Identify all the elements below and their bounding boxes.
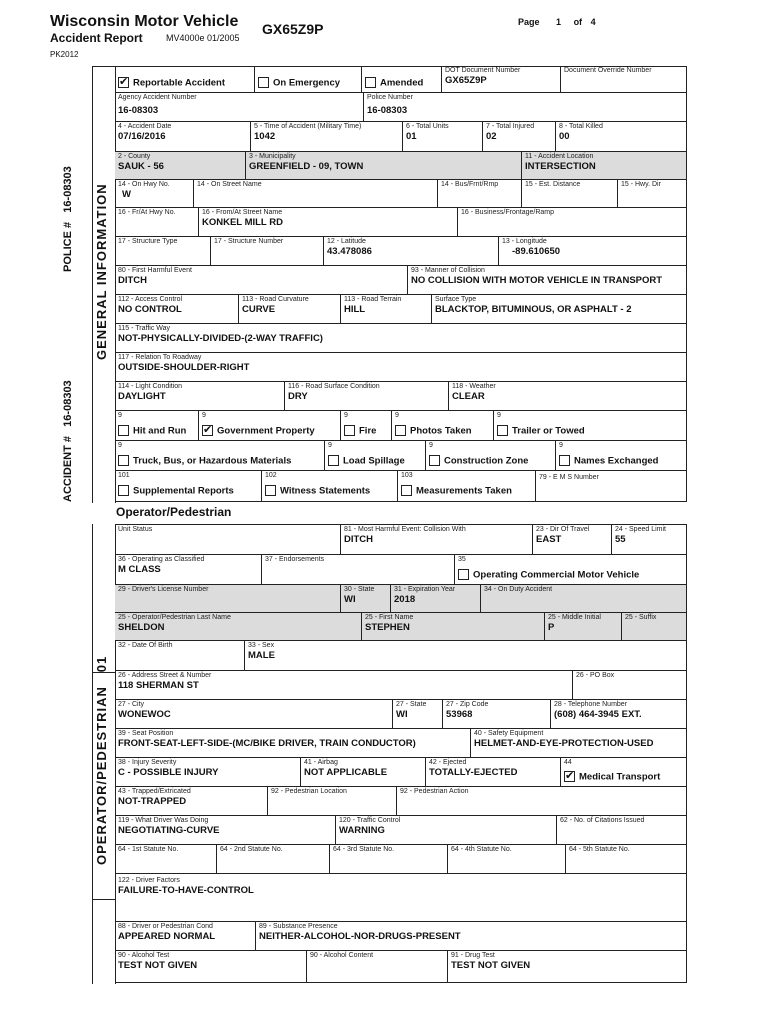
operator-label: OPERATOR/PEDESTRIAN (94, 686, 109, 865)
accident-number-vertical (62, 380, 74, 502)
road-terrain-value: HILL (344, 304, 366, 315)
airbag-value: NOT APPLICABLE (304, 767, 388, 778)
operating-class-cell (115, 555, 262, 585)
government-property-label: Government Property (217, 425, 315, 437)
supplemental-reports-cell (115, 471, 262, 502)
most-harmful-cell (341, 525, 533, 555)
driver-doing-cell (115, 816, 336, 845)
statute-4-label: 64 - 4th Statute No. (451, 846, 512, 853)
driver-doing-label: 119 - What Driver Was Doing (118, 817, 209, 824)
total-units-label: 6 - Total Units (406, 123, 449, 130)
direction-travel-value: EAST (536, 534, 562, 545)
most-harmful-value: DITCH (344, 534, 374, 545)
surface-type-value: BLACKTOP, BITUMINOUS, OR ASPHALT - 2 (435, 304, 632, 315)
hwy-dir-cell (618, 180, 687, 208)
measurements-taken-checkbox[interactable] (401, 485, 412, 496)
road-surface-cell (285, 382, 449, 411)
photos-taken-code: 9 (395, 412, 399, 419)
names-exchanged-code: 9 (559, 442, 563, 449)
driver-condition-value: APPEARED NORMAL (118, 931, 216, 942)
commercial-vehicle-label: Operating Commercial Motor Vehicle (473, 569, 640, 581)
trapped-cell (115, 787, 268, 816)
ems-number-cell (536, 471, 687, 502)
pedestrian-location-label: 92 - Pedestrian Location (271, 788, 347, 795)
document-number: GX65Z9P (262, 21, 324, 37)
from-street-cell (199, 208, 458, 237)
seat-position-cell (115, 729, 471, 758)
measurements-taken-code: 103 (401, 472, 413, 479)
total-killed-value: 00 (559, 131, 570, 142)
drug-test-value: TEST NOT GIVEN (451, 960, 531, 971)
business-frontage-label: 16 - Business/Frontage/Ramp (461, 209, 554, 216)
operating-class-value: M CLASS (118, 564, 161, 575)
on-emergency-label: On Emergency (273, 77, 341, 89)
police-number-label: Police Number (367, 94, 413, 101)
page-label: Page (518, 17, 540, 27)
license-state-cell (341, 585, 391, 613)
business-frontage-cell (458, 208, 687, 237)
longitude-cell (499, 237, 687, 266)
direction-travel-label: 23 - Dir Of Travel (536, 526, 590, 533)
truck-bus-hazmat-cell (115, 441, 325, 471)
on-street-label: 14 - On Street Name (197, 181, 262, 188)
access-control-cell (115, 295, 239, 324)
injury-severity-cell (115, 758, 301, 787)
alcohol-content-cell (307, 951, 448, 983)
telephone-cell (551, 700, 687, 729)
commercial-vehicle-code: 35 (458, 556, 466, 563)
override-label: Document Override Number (564, 67, 652, 74)
suffix-label: 25 - Suffix (625, 614, 657, 621)
amended-label: Amended (380, 77, 424, 89)
first-name-label: 25 - First Name (365, 614, 414, 621)
medical-transport-label: Medical Transport (579, 771, 661, 783)
light-condition-value: DAYLIGHT (118, 391, 166, 402)
agency-number-cell (115, 93, 364, 122)
airbag-label: 41 - Airbag (304, 759, 338, 766)
address-cell (115, 671, 573, 700)
manner-collision-cell (408, 266, 687, 295)
photos-taken-label: Photos Taken (410, 425, 472, 437)
road-terrain-cell (341, 295, 432, 324)
zip-code-label: 27 - Zip Code (446, 701, 489, 708)
first-harmful-event-cell (115, 266, 408, 295)
est-distance-label: 15 - Est. Distance (525, 181, 581, 188)
on-emergency-cell (255, 66, 362, 93)
accident-location-label: 11 - Accident Location (525, 153, 594, 160)
telephone-label: 28 - Telephone Number (554, 701, 628, 708)
sex-cell (245, 641, 687, 671)
reportable-accident-cell (115, 66, 255, 93)
seat-position-label: 39 - Seat Position (118, 730, 174, 737)
construction-zone-label: Construction Zone (444, 455, 529, 467)
date-of-birth-label: 32 - Date Of Birth (118, 642, 173, 649)
government-property-cell (199, 411, 341, 441)
access-control-value: NO CONTROL (118, 304, 182, 315)
road-surface-value: DRY (288, 391, 308, 402)
sex-value: MALE (248, 650, 275, 661)
ejected-cell (426, 758, 561, 787)
supplemental-reports-checkbox[interactable] (118, 485, 129, 496)
longitude-value: -89.610650 (512, 246, 561, 257)
alcohol-test-label: 90 - Alcohol Test (118, 952, 170, 959)
witness-statements-checkbox[interactable] (265, 485, 276, 496)
address-value: 118 SHERMAN ST (118, 680, 199, 691)
commercial-vehicle-checkbox[interactable] (458, 569, 469, 580)
manner-collision-value: NO COLLISION WITH MOTOR VEHICLE IN TRANSPORT (411, 275, 663, 286)
names-exchanged-cell (556, 441, 687, 471)
speed-limit-cell (612, 525, 687, 555)
total-injured-label: 7 - Total Injured (486, 123, 535, 130)
relation-roadway-value: OUTSIDE-SHOULDER-RIGHT (118, 362, 250, 373)
statute-2-cell (217, 845, 330, 874)
medical-transport-checkbox[interactable] (564, 771, 575, 782)
measurements-taken-cell (398, 471, 536, 502)
state-label: 27 - State (396, 701, 427, 708)
city-value: WONEWOC (118, 709, 171, 720)
first-harmful-event-label: 80 - First Harmful Event (118, 267, 192, 274)
po-box-cell (573, 671, 687, 700)
amended-checkbox[interactable] (365, 77, 376, 88)
from-street-value: KONKEL MILL RD (202, 217, 283, 228)
fire-cell (341, 411, 392, 441)
substance-presence-value: NEITHER-ALCOHOL-NOR-DRUGS-PRESENT (259, 931, 461, 942)
total-injured-cell (483, 122, 556, 152)
accident-location-value: INTERSECTION (525, 161, 596, 172)
truck-bus-hazmat-checkbox[interactable] (118, 455, 129, 466)
government-property-checkbox[interactable] (202, 425, 213, 436)
total-units-cell (403, 122, 483, 152)
witness-statements-code: 102 (265, 472, 277, 479)
airbag-cell (301, 758, 426, 787)
reportable-accident-checkbox[interactable] (118, 77, 129, 88)
page-of: of (573, 17, 583, 27)
license-number-cell (115, 585, 341, 613)
police-number-cell (364, 93, 687, 122)
dot-document-cell (442, 66, 561, 93)
total-killed-cell (556, 122, 687, 152)
commercial-vehicle-cell (455, 555, 687, 585)
police-number: 16-08303 (62, 166, 74, 213)
bus-frnt-rmp-label: 14 - Bus/Frnt/Rmp (441, 181, 499, 188)
operator-section-title: Operator/Pedestrian (116, 505, 232, 519)
county-value: SAUK - 56 (118, 161, 164, 172)
safety-equipment-cell (471, 729, 687, 758)
expiration-year-value: 2018 (394, 594, 416, 605)
ems-number-label: 79 - E M S Number (539, 474, 599, 481)
alcohol-content-label: 90 - Alcohol Content (310, 952, 374, 959)
accident-number: 16-08303 (62, 380, 74, 427)
medical-transport-code: 44 (564, 759, 572, 766)
agency-number-label: Agency Accident Number (118, 94, 197, 101)
hit-run-label: Hit and Run (133, 425, 187, 437)
injury-severity-label: 38 - Injury Severity (118, 759, 177, 766)
expiration-year-cell (391, 585, 481, 613)
measurements-taken-label: Measurements Taken (416, 485, 512, 497)
statute-2-label: 64 - 2nd Statute No. (220, 846, 283, 853)
on-hwy-label: 14 - On Hwy No. (118, 181, 170, 188)
trapped-label: 43 - Trapped/Extricated (118, 788, 191, 795)
direction-travel-cell (533, 525, 612, 555)
county-label: 2 - County (118, 153, 151, 160)
page-number: 1 (556, 17, 562, 27)
supplemental-reports-label: Supplemental Reports (133, 485, 234, 497)
est-distance-cell (522, 180, 618, 208)
ejected-label: 42 - Ejected (429, 759, 467, 766)
statute-5-label: 64 - 5th Statute No. (569, 846, 630, 853)
from-hwy-label: 16 - Fr/At Hwy No. (118, 209, 176, 216)
substance-presence-cell (256, 922, 687, 951)
weather-cell (449, 382, 687, 411)
statute-5-cell (566, 845, 687, 874)
statute-1-cell (115, 845, 217, 874)
dot-document-value: GX65Z9P (445, 75, 487, 86)
last-name-label: 25 - Operator/Pedestrian Last Name (118, 614, 231, 621)
surface-type-label: Surface Type (435, 296, 477, 303)
speed-limit-label: 24 - Speed Limit (615, 526, 666, 533)
hwy-dir-label: 15 - Hwy. Dir (621, 181, 661, 188)
trailer-towed-checkbox[interactable] (497, 425, 508, 436)
construction-zone-checkbox[interactable] (429, 455, 440, 466)
zip-code-cell (443, 700, 551, 729)
city-label: 27 - City (118, 701, 145, 708)
driver-factors-label: 122 - Driver Factors (118, 877, 180, 884)
form-id: MV4000e 01/2005 (166, 33, 240, 43)
traffic-control-value: WARNING (339, 825, 385, 836)
drug-test-label: 91 - Drug Test (451, 952, 495, 959)
police-label: POLICE # (62, 221, 74, 272)
date-of-birth-cell (115, 641, 245, 671)
structure-number-label: 17 - Structure Number (214, 238, 284, 245)
structure-type-label: 17 - Structure Type (118, 238, 178, 245)
load-spillage-code: 9 (328, 442, 332, 449)
road-curvature-cell (239, 295, 341, 324)
manner-collision-label: 93 - Manner of Collision (411, 267, 485, 274)
middle-initial-cell (545, 613, 622, 641)
latitude-value: 43.478086 (327, 246, 372, 257)
citations-cell (557, 816, 687, 845)
on-duty-cell (481, 585, 687, 613)
trapped-value: NOT-TRAPPED (118, 796, 187, 807)
relation-roadway-label: 117 - Relation To Roadway (118, 354, 202, 361)
road-terrain-label: 113 - Road Terrain (344, 296, 402, 303)
report-subtitle: Accident Report (50, 31, 143, 45)
statute-4-cell (448, 845, 566, 874)
reportable-accident-label: Reportable Accident (133, 77, 226, 89)
trailer-towed-label: Trailer or Towed (512, 425, 585, 437)
accident-date-cell (115, 122, 251, 152)
longitude-label: 13 - Longitude (502, 238, 547, 245)
light-condition-label: 114 - Light Condition (118, 383, 183, 390)
first-name-value: STEPHEN (365, 622, 410, 633)
accident-date-label: 4 - Accident Date (118, 123, 172, 130)
total-injured-value: 02 (486, 131, 497, 142)
load-spillage-checkbox[interactable] (328, 455, 339, 466)
latitude-cell (324, 237, 499, 266)
weather-label: 118 - Weather (452, 383, 496, 390)
witness-statements-label: Witness Statements (280, 485, 371, 497)
truck-bus-hazmat-label: Truck, Bus, or Hazardous Materials (133, 455, 292, 467)
license-state-value: WI (344, 594, 356, 605)
state-cell (393, 700, 443, 729)
police-number-value: 16-08303 (367, 105, 408, 116)
road-surface-label: 116 - Road Surface Condition (288, 383, 380, 390)
on-hwy-value: W (122, 189, 131, 200)
accident-label: ACCIDENT # (62, 435, 74, 502)
load-spillage-label: Load Spillage (343, 455, 405, 467)
license-state-label: 30 - State (344, 586, 375, 593)
middle-initial-value: P (548, 622, 555, 633)
last-name-value: SHELDON (118, 622, 165, 633)
dot-document-label: DOT Document Number (445, 67, 521, 74)
trailer-towed-cell (494, 411, 687, 441)
fire-code: 9 (344, 412, 348, 419)
telephone-value: (608) 464-3945 EXT. (554, 709, 642, 720)
seat-position-value: FRONT-SEAT-LEFT-SIDE-(MC/BIKE DRIVER, TRAIN CONDUCTOR) (118, 738, 416, 749)
pedestrian-action-cell (397, 787, 687, 816)
hit-run-cell (115, 411, 199, 441)
driver-factors-value: FAILURE-TO-HAVE-CONTROL (118, 885, 254, 896)
po-box-label: 26 - PO Box (576, 672, 615, 679)
on-street-cell (194, 180, 438, 208)
license-number-label: 29 - Driver's License Number (118, 586, 209, 593)
first-harmful-event-value: DITCH (118, 275, 148, 286)
page-total: 4 (590, 17, 596, 27)
trailer-towed-code: 9 (497, 412, 501, 419)
pedestrian-location-cell (268, 787, 397, 816)
agency-number-value: 16-08303 (118, 105, 159, 116)
construction-zone-code: 9 (429, 442, 433, 449)
zip-code-value: 53968 (446, 709, 473, 720)
speed-limit-value: 55 (615, 534, 626, 545)
municipality-cell (246, 152, 522, 180)
names-exchanged-label: Names Exchanged (574, 455, 659, 467)
last-name-cell (115, 613, 362, 641)
address-label: 26 - Address Street & Number (118, 672, 212, 679)
municipality-label: 3 - Municipality (249, 153, 296, 160)
total-units-value: 01 (406, 131, 417, 142)
on-hwy-cell (115, 180, 194, 208)
latitude-label: 12 - Latitude (327, 238, 366, 245)
operating-class-label: 36 - Operating as Classified (118, 556, 205, 563)
amended-cell (362, 66, 442, 93)
hit-run-code: 9 (118, 412, 122, 419)
accident-time-label: 5 - Time of Accident (Military Time) (254, 123, 362, 130)
endorsements-cell (262, 555, 455, 585)
relation-roadway-cell (115, 353, 687, 382)
statute-1-label: 64 - 1st Statute No. (118, 846, 179, 853)
structure-number-cell (211, 237, 324, 266)
traffic-way-value: NOT-PHYSICALLY-DIVIDED-(2-WAY TRAFFIC) (118, 333, 323, 344)
report-title: Wisconsin Motor Vehicle (50, 13, 239, 30)
road-curvature-label: 113 - Road Curvature (242, 296, 309, 303)
most-harmful-label: 81 - Most Harmful Event: Collision With (344, 526, 466, 533)
traffic-control-cell (336, 816, 557, 845)
county-cell (115, 152, 246, 180)
middle-initial-label: 25 - Middle Initial (548, 614, 601, 621)
sex-label: 33 - Sex (248, 642, 275, 649)
accident-time-value: 1042 (254, 131, 276, 142)
surface-type-cell (432, 295, 687, 324)
total-killed-label: 8 - Total Killed (559, 123, 603, 130)
names-exchanged-checkbox[interactable] (559, 455, 570, 466)
weather-value: CLEAR (452, 391, 485, 402)
road-curvature-value: CURVE (242, 304, 276, 315)
fire-checkbox[interactable] (344, 425, 355, 436)
driver-condition-label: 88 - Driver or Pedestrian Cond (118, 923, 213, 930)
medical-transport-cell (561, 758, 687, 787)
expiration-year-label: 31 - Expiration Year (394, 586, 456, 593)
government-property-code: 9 (202, 412, 206, 419)
on-emergency-checkbox[interactable] (258, 77, 269, 88)
driver-factors-cell (115, 874, 687, 922)
traffic-control-label: 120 - Traffic Control (339, 817, 401, 824)
construction-zone-cell (426, 441, 556, 471)
first-name-cell (362, 613, 545, 641)
traffic-way-label: 115 - Traffic Way (118, 325, 170, 332)
statute-3-cell (330, 845, 448, 874)
operator-number: 01 (94, 655, 109, 673)
load-spillage-cell (325, 441, 426, 471)
accident-date-value: 07/16/2016 (118, 131, 166, 142)
alcohol-test-cell (115, 951, 307, 983)
driver-doing-value: NEGOTIATING-CURVE (118, 825, 220, 836)
pk-code: PK2012 (50, 50, 79, 59)
traffic-way-cell (115, 324, 687, 353)
injury-severity-value: C - POSSIBLE INJURY (118, 767, 219, 778)
unit-status-label: Unit Status (118, 526, 153, 533)
bus-frnt-rmp-cell (438, 180, 522, 208)
photos-taken-checkbox[interactable] (395, 425, 406, 436)
safety-equipment-value: HELMET-AND-EYE-PROTECTION-USED (474, 738, 654, 749)
drug-test-cell (448, 951, 687, 983)
structure-type-cell (115, 237, 211, 266)
truck-bus-hazmat-code: 9 (118, 442, 122, 449)
accident-location-cell (522, 152, 687, 180)
city-cell (115, 700, 393, 729)
from-street-label: 16 - From/At Street Name (202, 209, 283, 216)
supplemental-reports-code: 101 (118, 472, 130, 479)
general-information-vertical: GENERAL INFORMATION (94, 183, 109, 360)
endorsements-label: 37 - Endorsements (265, 556, 325, 563)
ejected-value: TOTALLY-EJECTED (429, 767, 518, 778)
municipality-value: GREENFIELD - 09, TOWN (249, 161, 364, 172)
suffix-cell (622, 613, 687, 641)
unit-status-cell (115, 525, 341, 555)
safety-equipment-label: 40 - Safety Equipment (474, 730, 544, 737)
alcohol-test-value: TEST NOT GIVEN (118, 960, 198, 971)
light-condition-cell (115, 382, 285, 411)
state-value: WI (396, 709, 408, 720)
access-control-label: 112 - Access Control (118, 296, 183, 303)
hit-run-checkbox[interactable] (118, 425, 129, 436)
substance-presence-label: 89 - Substance Presence (259, 923, 338, 930)
statute-3-label: 64 - 3rd Statute No. (333, 846, 395, 853)
on-duty-label: 34 - On Duty Accident (484, 586, 553, 593)
page-indicator (518, 17, 596, 27)
driver-condition-cell (115, 922, 256, 951)
from-hwy-cell (115, 208, 199, 237)
override-cell (561, 66, 687, 93)
pedestrian-action-label: 92 - Pedestrian Action (400, 788, 469, 795)
photos-taken-cell (392, 411, 494, 441)
police-number-vertical (62, 166, 74, 272)
witness-statements-cell (262, 471, 398, 502)
citations-label: 62 - No. of Citations Issued (560, 817, 645, 824)
accident-time-cell (251, 122, 403, 152)
fire-label: Fire (359, 425, 377, 437)
